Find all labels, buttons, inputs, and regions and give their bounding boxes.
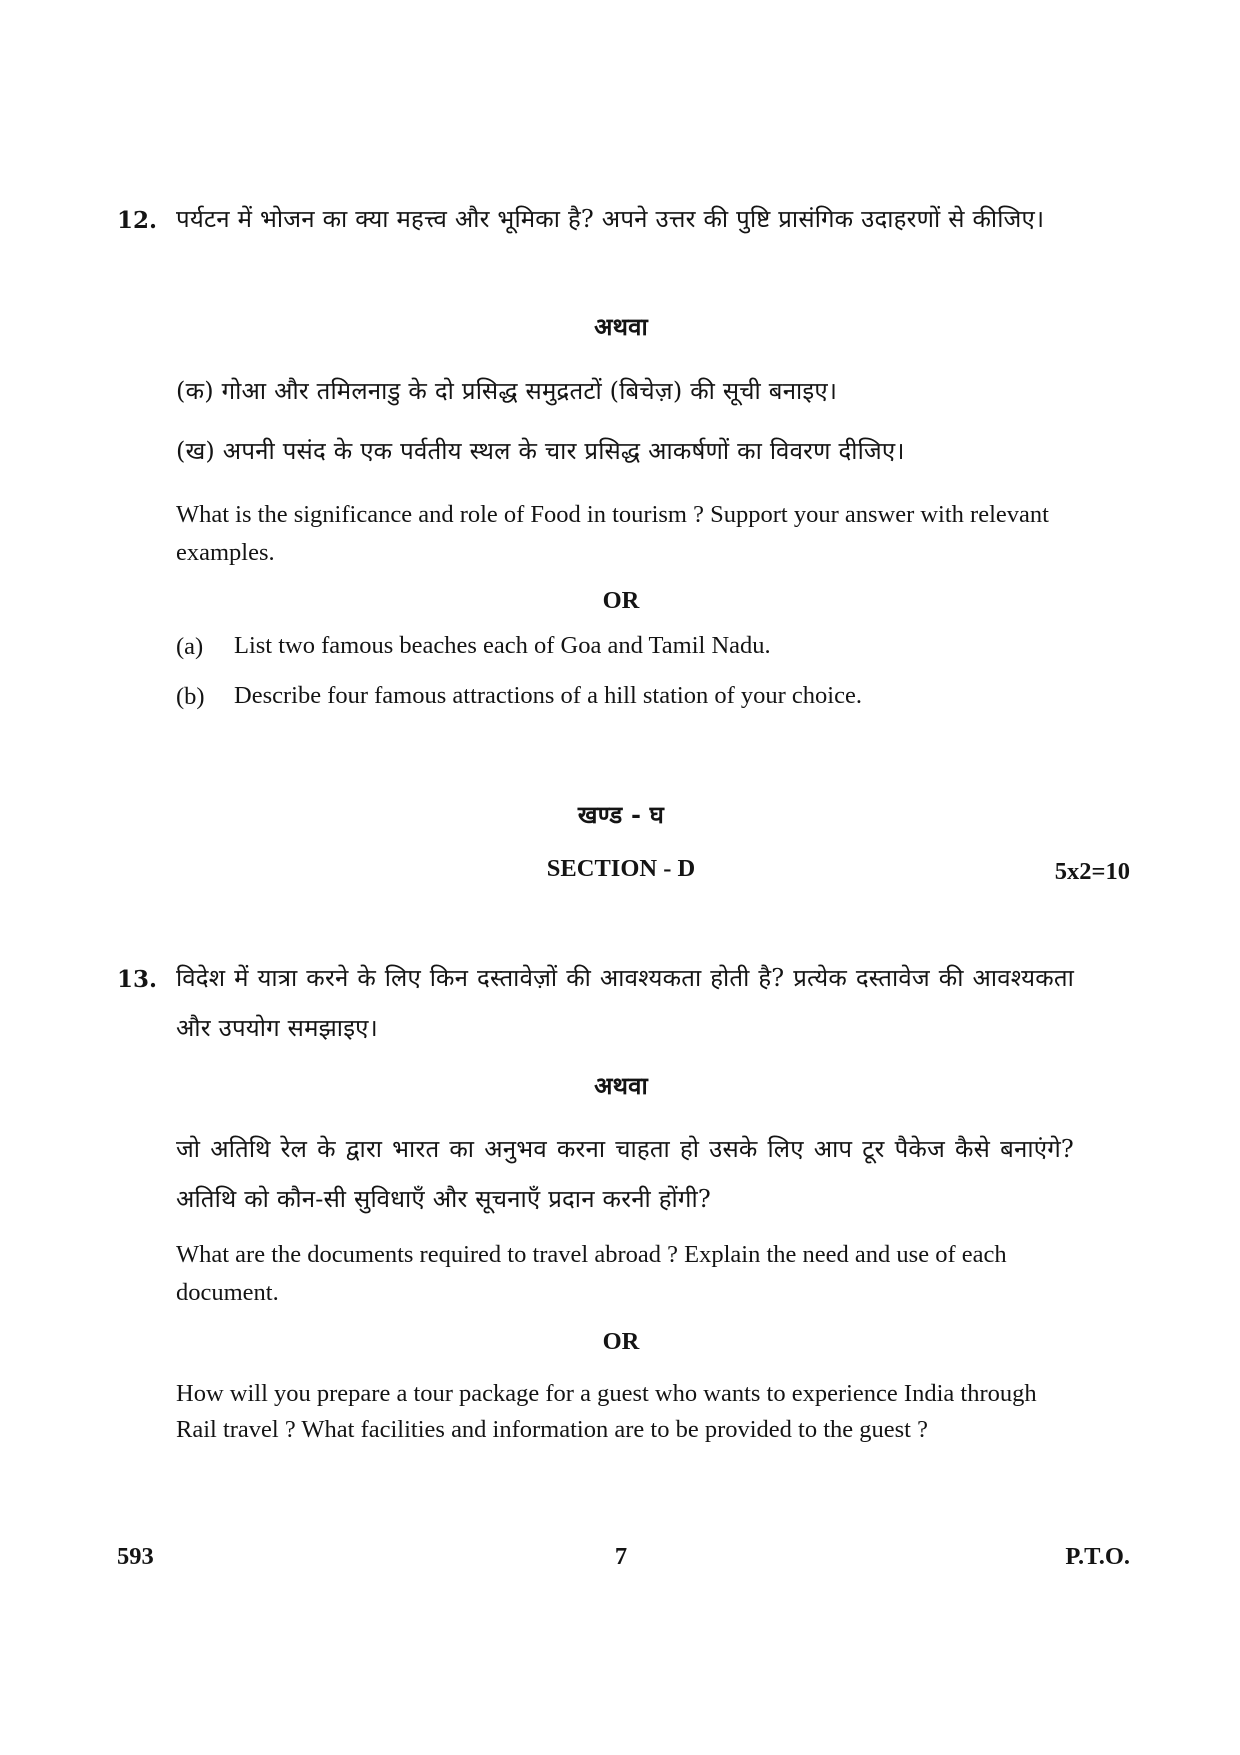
question-13-english: What are the documents required to travel abroad ? Explain the need and use of each document. (176, 1241, 1007, 1306)
question-number: 13. (117, 966, 158, 993)
question-number: 12. (117, 207, 158, 234)
or-divider-hindi: अथवा (594, 1071, 648, 1100)
section-heading-hindi: खण्ड - घ (577, 800, 665, 829)
or-divider-english: OR (602, 587, 640, 614)
pto-label: P.T.O. (1065, 1543, 1130, 1570)
option-a-label: (a) (176, 633, 204, 660)
section-marks: 5x2=10 (1054, 858, 1130, 885)
question-13-hindi-alternative: जो अतिथि रेल के द्वारा भारत का अनुभव करना चाहता हो उसके लिए आप टूर पैकेज कैसे बनाएंगे? अतिथि को कौन-सी सुविधाएँ और सूचनाएँ प्रदान करनी होंगी? (176, 1135, 1074, 1213)
page-number: 7 (614, 1543, 628, 1570)
section-heading-english: SECTION - D (546, 855, 696, 882)
question-12-english-option-a: List two famous beaches each of Goa and Tamil Nadu. (234, 632, 771, 659)
question-13-hindi: विदेश में यात्रा करने के लिए किन दस्तावेज़ों की आवश्यकता होती है? प्रत्येक दस्तावेज की आवश्यकता और उपयोग समझाइए। (176, 964, 1074, 1042)
question-12-hindi: पर्यटन में भोजन का क्या महत्त्व और भूमिका है? अपने उत्तर की पुष्टि प्रासंगिक उदाहरणों से कीजिए। (176, 205, 1045, 233)
question-12-hindi-option-a: (क) गोआ और तमिलनाडु के दो प्रसिद्ध समुद्रतटों (बिचेज़) की सूची बनाइए। (176, 377, 838, 405)
question-13-english-alternative: How will you prepare a tour package for a guest who wants to experience India through Rail travel ? What facilities and information are to be provided to the guest ? (176, 1380, 1037, 1443)
or-divider-hindi: अथवा (594, 312, 648, 341)
question-12-english-option-b: Describe four famous attractions of a hill station of your choice. (234, 682, 862, 709)
option-b-label: (b) (176, 683, 205, 710)
question-12-hindi-option-b: (ख) अपनी पसंद के एक पर्वतीय स्थल के चार प्रसिद्ध आकर्षणों का विवरण दीजिए। (176, 437, 905, 465)
or-divider-english: OR (602, 1328, 640, 1355)
paper-code: 593 (117, 1543, 154, 1570)
question-12-english: What is the significance and role of Food in tourism ? Support your answer with relevant examples. (176, 501, 1049, 566)
